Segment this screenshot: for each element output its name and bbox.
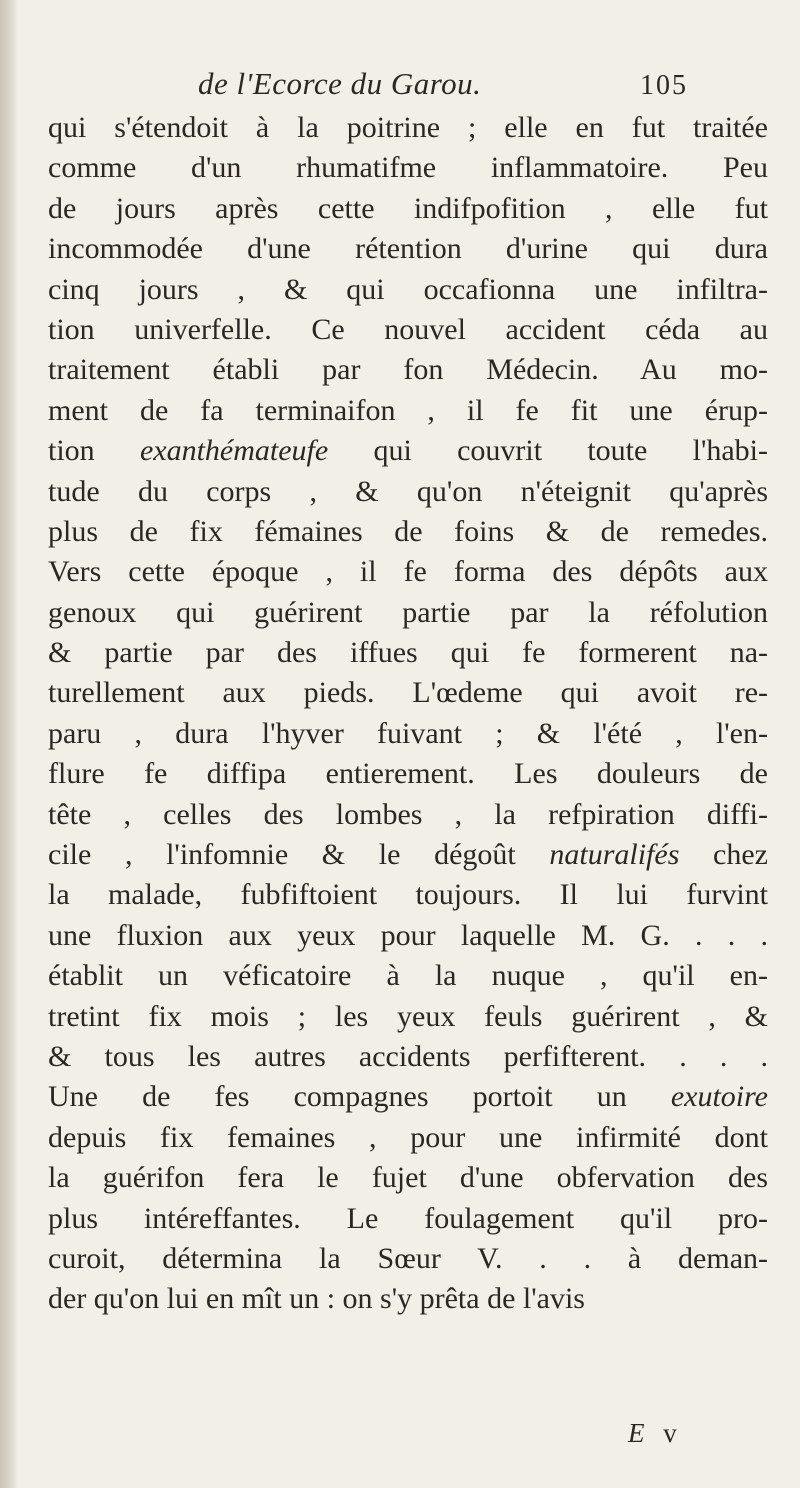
text-line: der qu'on lui en mît un : on s'y prêta de l'avis: [48, 1282, 585, 1316]
text-line: curoit, détermina la Sœur V. . . à deman-: [48, 1241, 768, 1275]
text-line: plus intéreffantes. Le foulagement qu'il pro-: [48, 1201, 768, 1235]
page-number: 105: [640, 70, 688, 101]
text-line: tion univerfelle. Ce nouvel accident céda au: [48, 312, 768, 346]
text-line: tion exanthémateufe qui couvrit toute l'habi-: [48, 434, 768, 468]
text-line: cile , l'infomnie & le dégoût naturalifés chez: [48, 838, 768, 872]
text-line: & partie par des iffues qui fe formerent na-: [48, 636, 768, 670]
italic-term: exutoire: [670, 1080, 768, 1114]
text-line: tude du corps , & qu'on n'éteignit qu'après: [48, 474, 768, 508]
text-line: genoux qui guérirent partie par la réfolution: [48, 595, 768, 629]
text-line: traitement établi par fon Médecin. Au mo-: [48, 353, 768, 387]
text-line: Vers cette époque , il fe forma des dépôts aux: [48, 555, 768, 589]
text-line: de jours après cette indifpofition , elle fut: [48, 191, 768, 225]
running-title: de l'Ecorce du Garou.: [198, 66, 482, 101]
text-line: turellement aux pieds. L'œdeme qui avoit re-: [48, 676, 768, 710]
text-line: cinq jours , & qui occafionna une infiltra-: [48, 272, 768, 306]
text-line: flure fe diffipa entierement. Les douleurs de: [48, 757, 768, 791]
italic-term: naturalifés: [549, 838, 680, 872]
book-page: [48, 0, 768, 1488]
text-line: Une de fes compagnes portoit un exutoire: [48, 1080, 768, 1114]
body-text: [48, 108, 768, 1320]
text-line: paru , dura l'hyver fuivant ; & l'été , l'en-: [48, 716, 768, 750]
text-line: ment de fa terminaifon , il fe fit une érup-: [48, 393, 768, 427]
text-line: depuis fix femaines , pour une infirmité dont: [48, 1120, 768, 1154]
text-line: qui s'étendoit à la poitrine ; elle en fut traitée: [48, 111, 768, 144]
text-line: tretint fix mois ; les yeux feuls guérirent , &: [48, 999, 768, 1033]
binding-gutter: [0, 0, 18, 1488]
signature-number: v: [663, 1418, 683, 1448]
text-line: la guérifon fera le fujet d'une obfervation des: [48, 1161, 768, 1195]
italic-term: exanthémateufe: [139, 434, 329, 468]
signature-letter: E: [628, 1418, 651, 1448]
text-line: la malade, fubfiftoient toujours. Il lui furvint: [48, 878, 768, 912]
text-line: établit un véficatoire à la nuque , qu'il en-: [48, 959, 768, 993]
signature-mark: [628, 1418, 683, 1449]
text-line: incommodée d'une rétention d'urine qui dura: [48, 232, 768, 266]
text-line: comme d'un rhumatifme inflammatoire. Peu: [48, 151, 768, 185]
text-line: plus de fix fémaines de foins & de remedes.: [48, 514, 768, 548]
text-line: & tous les autres accidents perfifterent. . . .: [48, 1039, 768, 1073]
text-line: tête , celles des lombes , la refpiration diffi-: [48, 797, 768, 831]
text-line: une fluxion aux yeux pour laquelle M. G. . . .: [48, 918, 768, 952]
page-header: [48, 66, 768, 106]
